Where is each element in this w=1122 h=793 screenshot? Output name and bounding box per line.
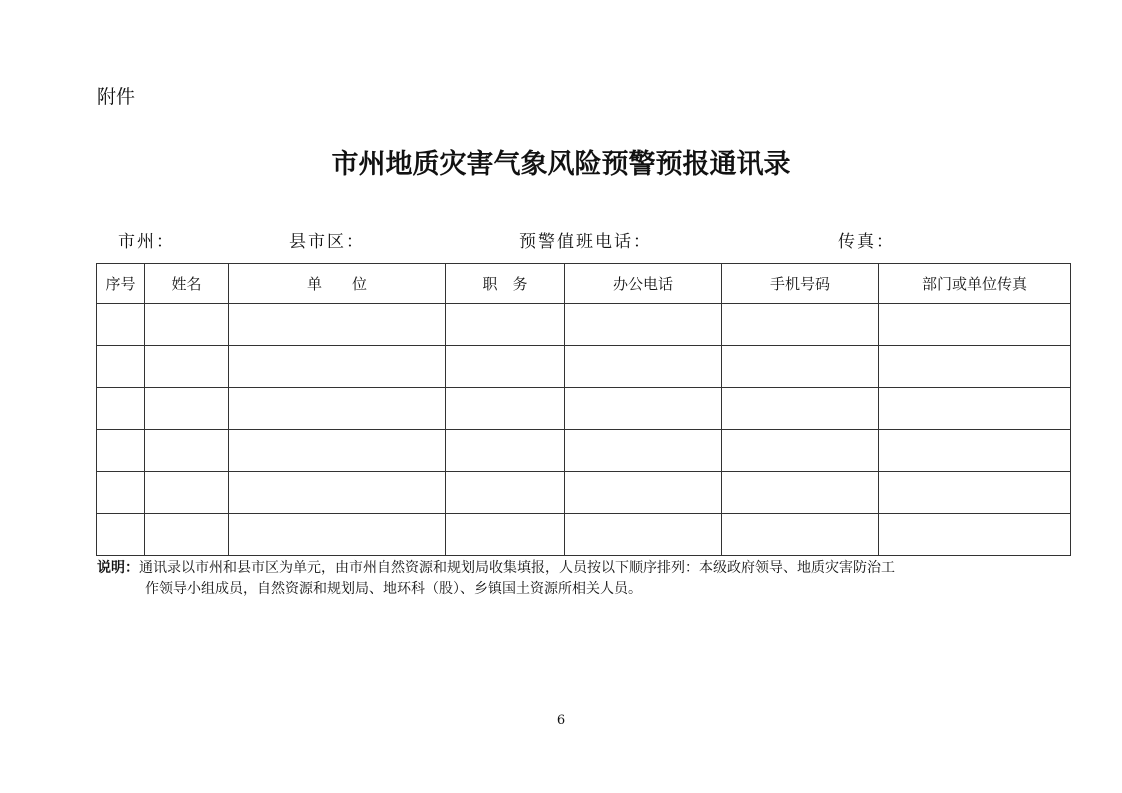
table-cell <box>229 304 446 346</box>
table-cell <box>229 472 446 514</box>
contact-table <box>96 263 1071 556</box>
header-office-phone: 办公电话 <box>565 264 722 304</box>
table-cell <box>145 430 229 472</box>
table-cell <box>565 346 722 388</box>
table-cell <box>722 430 879 472</box>
table-cell <box>145 514 229 556</box>
header-unit: 单 位 <box>229 264 446 304</box>
duty-phone-field-label: 预警值班电话： <box>519 232 652 252</box>
header-position: 职 务 <box>446 264 565 304</box>
header-mobile-number: 手机号码 <box>722 264 879 304</box>
table-cell <box>145 304 229 346</box>
table-cell <box>565 430 722 472</box>
table-cell <box>565 304 722 346</box>
county-field-label: 县市区： <box>289 232 365 252</box>
attachment-label: 附件 <box>97 86 136 108</box>
table-cell <box>229 346 446 388</box>
table-cell <box>565 514 722 556</box>
table-cell <box>446 430 565 472</box>
table-cell <box>879 346 1071 388</box>
header-department-fax: 部门或单位传真 <box>879 264 1071 304</box>
table-cell <box>97 304 145 346</box>
header-serial-number: 序号 <box>97 264 145 304</box>
table-cell <box>97 514 145 556</box>
table-cell <box>229 430 446 472</box>
document-title: 市州地质灾害气象风险预警预报通讯录 <box>331 149 791 180</box>
table-cell <box>722 388 879 430</box>
table-cell <box>879 304 1071 346</box>
fax-field-label: 传真： <box>838 232 895 252</box>
note-line-2: 作领导小组成员，自然资源和规划局、地环科（股）、乡镇国土资源所相关人员。 <box>145 581 642 597</box>
table-cell <box>97 472 145 514</box>
table-row <box>97 388 1071 430</box>
table-row <box>97 430 1071 472</box>
table-cell <box>565 388 722 430</box>
table-cell <box>229 514 446 556</box>
table-cell <box>879 388 1071 430</box>
page-number: 6 <box>556 713 566 728</box>
table-cell <box>722 304 879 346</box>
table-cell <box>97 388 145 430</box>
table-cell <box>722 514 879 556</box>
table-header-row <box>97 264 1071 304</box>
table-cell <box>97 430 145 472</box>
table-cell <box>145 346 229 388</box>
table-row <box>97 472 1071 514</box>
note-label: 说明： <box>97 560 139 576</box>
table-cell <box>879 430 1071 472</box>
table-cell <box>145 388 229 430</box>
table-row <box>97 514 1071 556</box>
table-cell <box>97 346 145 388</box>
header-name: 姓名 <box>145 264 229 304</box>
table-row <box>97 304 1071 346</box>
table-cell <box>446 514 565 556</box>
table-cell <box>446 346 565 388</box>
table-row <box>97 346 1071 388</box>
table-cell <box>565 472 722 514</box>
table-cell <box>229 388 446 430</box>
table-cell <box>446 304 565 346</box>
table-cell <box>879 472 1071 514</box>
table-cell <box>722 472 879 514</box>
note-line-1: 通讯录以市州和县市区为单元，由市州自然资源和规划局收集填报，人员按以下顺序排列：本级政府领导、地质灾害防治工 <box>139 560 895 576</box>
table-body <box>97 304 1071 556</box>
table-cell <box>446 472 565 514</box>
table-cell <box>446 388 565 430</box>
city-field-label: 市州： <box>118 232 175 252</box>
note <box>97 558 1037 600</box>
table-cell <box>145 472 229 514</box>
table-cell <box>722 346 879 388</box>
table-cell <box>879 514 1071 556</box>
